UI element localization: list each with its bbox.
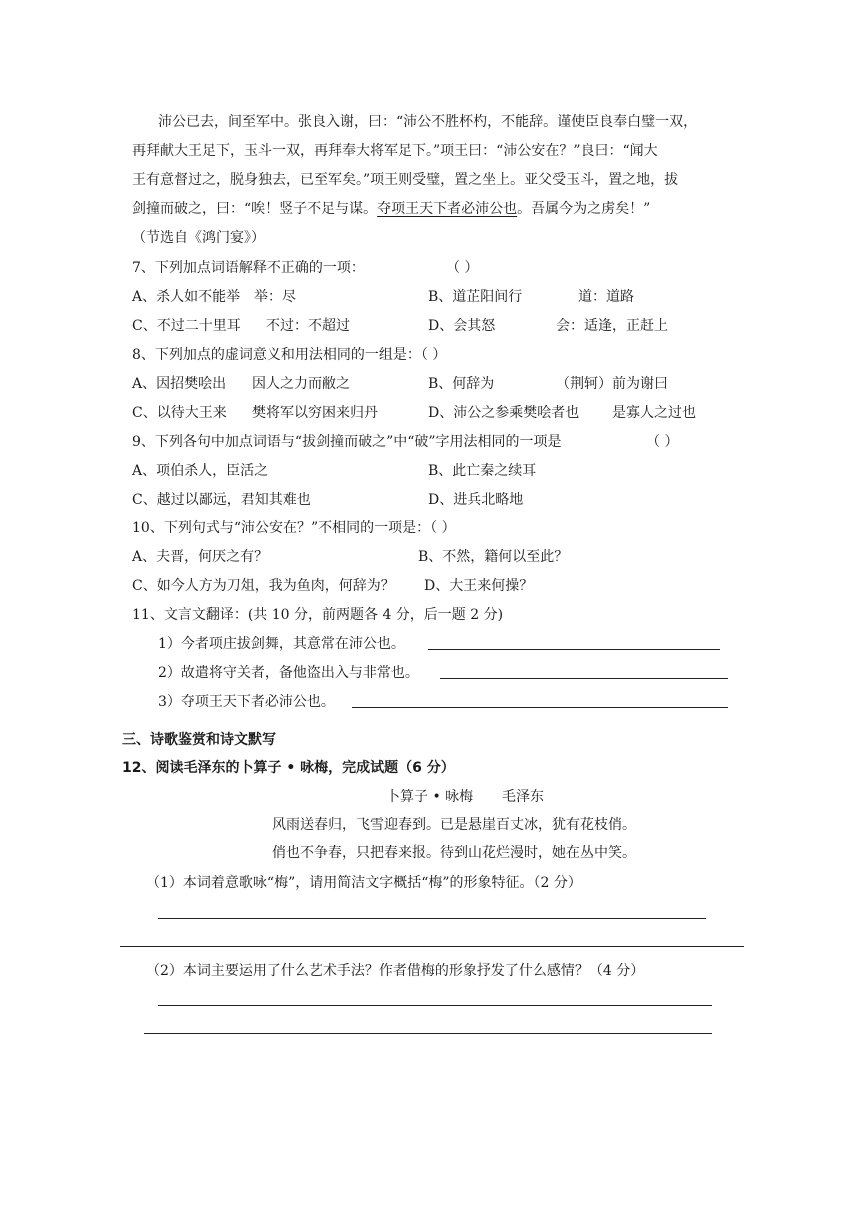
q11-answer-line-3[interactable] [352, 707, 728, 708]
q8-option-a-compare: 因人之力而敝之 [252, 376, 350, 392]
q8-option-b: B、何辞为 [428, 376, 495, 392]
passage-line-4-end: 。吾属今为之虏矣！” [517, 201, 651, 217]
q12-subquestion-1: （1）本词着意歌咏“梅”，请用简洁文字概括“梅”的形象特征。（2 分） [146, 875, 582, 891]
q12-1-answer-line-2[interactable] [120, 946, 744, 947]
q9-option-c: C、越过以鄙远，君知其难也 [132, 492, 311, 508]
q7-option-c-gloss: 不过：不超过 [266, 318, 350, 334]
q7-option-b: B、道芷阳间行 [428, 289, 523, 305]
q12-subquestion-2: （2）本词主要运用了什么艺术手法？作者借梅的形象抒发了什么感情？（4 分） [146, 963, 645, 979]
q7-stem: 7、下列加点词语解释不正确的一项： [132, 260, 365, 276]
poem-line-1: 风雨送春归，飞雪迎春到。已是悬崖百丈冰，犹有花枝俏。 [272, 817, 636, 833]
poem-author: 毛泽东 [502, 789, 544, 805]
q11-sentence-2: 2）故遣将守关者，备他盗出入与非常也。 [158, 665, 419, 681]
q8-option-d: D、沛公之参乘樊哙者也 [428, 405, 580, 421]
section-3-heading: 三、诗歌鉴赏和诗文默写 [122, 732, 276, 748]
passage-source: （节选自《鸿门宴》） [132, 230, 265, 246]
poem-title: 卜算子 • 咏梅 [386, 789, 474, 805]
q11-sentence-1: 1）今者项庄拔剑舞，其意常在沛公也。 [158, 636, 405, 652]
q10-stem: 10、下列句式与“沛公安在？”不相同的一项是：（ ） [132, 520, 456, 536]
q8-option-c: C、以待大王来 [132, 405, 227, 421]
q7-option-d-gloss: 会：适逢，正赶上 [556, 318, 668, 334]
q8-stem: 8、下列加点的虚词意义和用法相同的一组是：（ ） [132, 347, 447, 363]
passage-line-2: 再拜献大王足下，玉斗一双，再拜奉大将军足下。”项王曰：“沛公安在？”良曰：“闻大 [132, 143, 658, 159]
q8-option-c-compare: 樊将军以穷困来归丹 [252, 405, 378, 421]
q7-answer-paren: （ ） [446, 260, 479, 276]
q9-answer-paren: （ ） [646, 434, 679, 450]
q8-option-d-compare: 是寡人之过也 [612, 405, 696, 421]
passage-line-4-start: 剑撞而破之，曰：“唉！竖子不足与谋。 [132, 201, 378, 217]
q7-option-b-gloss: 道：道路 [578, 289, 634, 305]
q12-2-answer-line-1[interactable] [158, 1005, 712, 1006]
q12-1-answer-line-1[interactable] [158, 918, 706, 919]
q9-option-d: D、进兵北略地 [428, 492, 524, 508]
q7-option-a-gloss: 举：尽 [254, 289, 296, 305]
q9-option-a: A、项伯杀人，臣活之 [132, 463, 269, 479]
q9-option-b: B、此亡秦之续耳 [428, 463, 537, 479]
q10-option-d: D、大王来何操？ [424, 578, 534, 594]
q11-answer-line-2[interactable] [440, 678, 728, 679]
q8-option-b-compare: （荆轲）前为谢曰 [556, 376, 668, 392]
q8-option-a: A、因招樊哙出 [132, 376, 227, 392]
q7-option-a: A、杀人如不能举 [132, 289, 241, 305]
passage-line-4 [132, 199, 650, 219]
underlined-sentence: 夺项王天下者必沛公也 [377, 201, 518, 217]
q10-option-a: A、夫晋，何厌之有？ [132, 549, 269, 565]
q10-option-b: B、不然，籍何以至此？ [418, 549, 569, 565]
q12-heading: 12、阅读毛泽东的卜算子 • 咏梅，完成试题（6 分） [122, 760, 455, 776]
q11-stem: 11、文言文翻译：(共 10 分，前两题各 4 分，后一题 2 分) [132, 607, 504, 623]
passage-line-1: 沛公已去，间至军中。张良入谢，曰：“沛公不胜杯杓，不能辞。谨使臣良奉白璧一双， [158, 114, 698, 130]
q7-option-d: D、会其怒 [428, 318, 496, 334]
q11-answer-line-1[interactable] [428, 649, 720, 650]
q9-stem: 9、下列各句中加点词语与“拔剑撞而破之”中“破”字用法相同的一项是 [132, 434, 562, 450]
q12-2-answer-line-2[interactable] [144, 1033, 712, 1034]
passage-line-3: 王有意督过之，脱身独去，已至军矣。”项王则受璧，置之坐上。亚父受玉斗，置之地，拔 [132, 172, 679, 188]
q7-option-c: C、不过二十里耳 [132, 318, 241, 334]
poem-line-2: 俏也不争春，只把春来报。待到山花烂漫时，她在丛中笑。 [272, 845, 636, 861]
q11-sentence-3: 3）夺项王天下者必沛公也。 [158, 694, 335, 710]
q10-option-c: C、如今人方为刀俎，我为鱼肉，何辞为？ [132, 578, 395, 594]
